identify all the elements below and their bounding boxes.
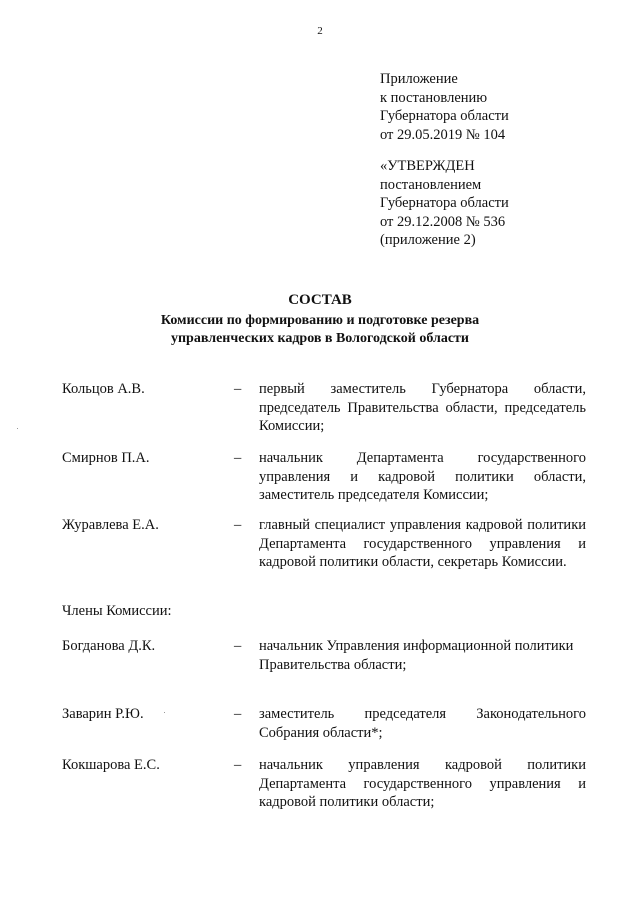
member-description: начальник Департамента государственного управления и кадровой политики области, заместитель председателя Комиссии; (259, 450, 586, 503)
dash-separator: – (234, 706, 242, 722)
member-name: Заварин Р.Ю. (62, 706, 144, 722)
member-name: Богданова Д.К. (62, 638, 156, 654)
page-number: 2 (317, 25, 323, 37)
dash-separator: – (234, 450, 242, 466)
member-name: Смирнов П.А. (62, 450, 150, 466)
scan-speck (17, 428, 18, 429)
scan-speck (164, 712, 165, 713)
appendix-block (380, 70, 620, 144)
approval-line: от 29.12.2008 № 536 (380, 213, 506, 230)
document-title (0, 291, 640, 348)
member-description: начальник Управления информационной политики Правительства области; (259, 638, 574, 673)
appendix-line: от 29.05.2019 № 104 (380, 126, 506, 143)
members-label: Члены Комиссии: (62, 603, 172, 619)
approval-line: постановлением (380, 176, 482, 193)
member-name: Кольцов А.В. (62, 381, 145, 397)
approval-line: Губернатора области (380, 195, 509, 211)
dash-separator: – (234, 757, 242, 773)
dash-separator: – (234, 381, 242, 397)
member-name: Журавлева Е.А. (62, 517, 159, 533)
member-name: Кокшарова Е.С. (62, 757, 160, 773)
approval-line: (приложение 2) (380, 232, 476, 248)
title-main: СОСТАВ (288, 292, 352, 308)
title-sub-line-1: Комиссии по формированию и подготовке резерва (160, 312, 480, 328)
title-sub-line-2: управленческих кадров в Вологодской области (170, 330, 469, 346)
appendix-line: Приложение (380, 71, 458, 87)
member-description: начальник управления кадровой политики Департамента государственного управления и кадровой политики области; (259, 757, 586, 810)
appendix-line: Губернатора области (380, 108, 509, 124)
approval-block (380, 157, 620, 250)
dash-separator: – (234, 517, 242, 533)
approval-line: «УТВЕРЖДЕН (380, 158, 475, 174)
member-description: заместитель председателя Законодательного Собрания области*; (259, 706, 586, 741)
appendix-line: к постановлению (380, 89, 488, 106)
member-description: первый заместитель Губернатора области, председатель Правительства области, председатель Комиссии; (259, 381, 586, 434)
dash-separator: – (234, 638, 242, 654)
member-description: главный специалист управления кадровой политики Департамента государственного управления и кадровой политики области, секретарь Комиссии. (259, 517, 586, 570)
